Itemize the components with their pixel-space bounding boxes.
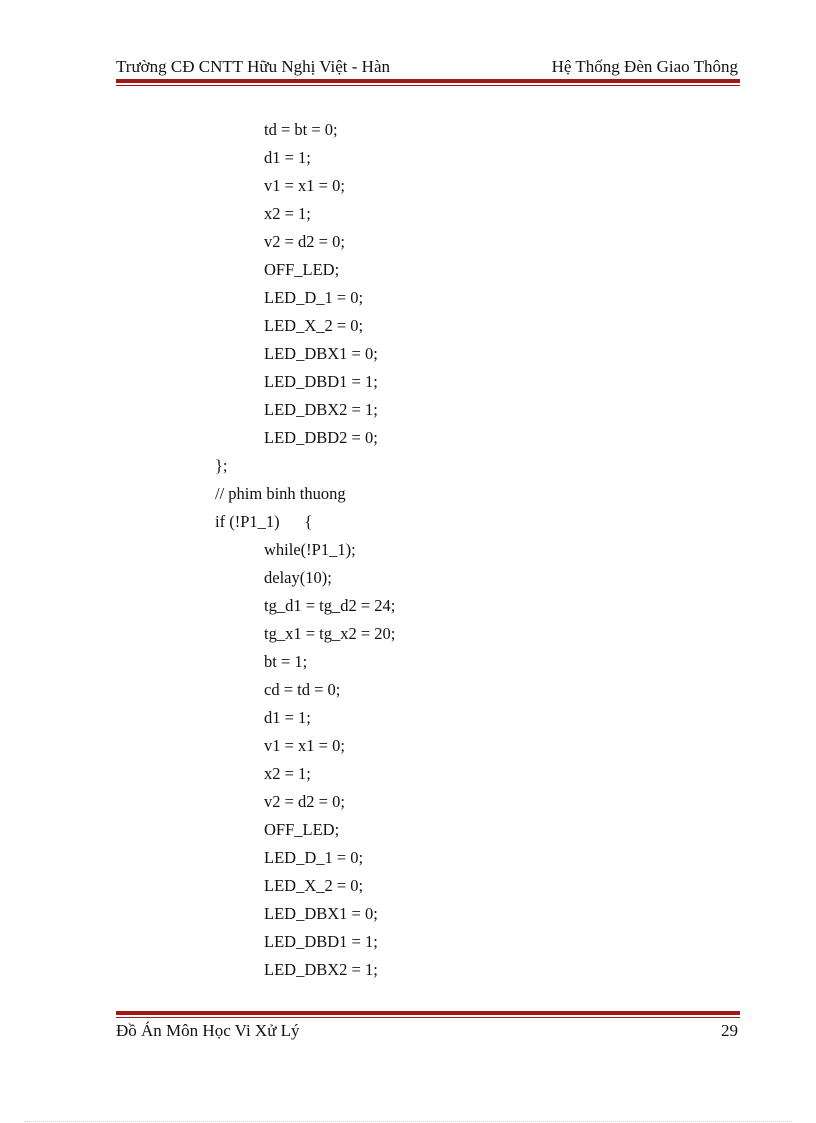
code-line: if (!P1_1) { <box>215 512 313 531</box>
code-line: OFF_LED; <box>264 260 340 279</box>
code-line: while(!P1_1); <box>264 540 356 559</box>
page-number: 29 <box>721 1021 738 1040</box>
code-line: v2 = d2 = 0; <box>264 792 345 811</box>
footer-divider <box>116 1011 740 1018</box>
code-line: tg_d1 = tg_d2 = 24; <box>264 596 396 615</box>
code-line: LED_DBX2 = 1; <box>264 960 378 979</box>
code-line: v1 = x1 = 0; <box>264 176 345 195</box>
code-line: td = bt = 0; <box>264 120 338 139</box>
header-school-name: Trường CĐ CNTT Hữu Nghị Việt - Hàn <box>116 57 391 76</box>
code-line: LED_DBX1 = 0; <box>264 904 378 923</box>
code-line: LED_D_1 = 0; <box>264 288 364 307</box>
code-line: cd = td = 0; <box>264 680 341 699</box>
code-line: d1 = 1; <box>264 148 311 167</box>
code-line: x2 = 1; <box>264 764 311 783</box>
code-line: // phim binh thuong <box>215 484 346 503</box>
header-document-title: Hệ Thống Đèn Giao Thông <box>551 57 738 76</box>
code-line: LED_X_2 = 0; <box>264 876 364 895</box>
code-line: LED_D_1 = 0; <box>264 848 364 867</box>
code-line: bt = 1; <box>264 652 308 671</box>
header-divider <box>116 79 740 86</box>
code-line: LED_DBD2 = 0; <box>264 428 378 447</box>
code-line: LED_DBX1 = 0; <box>264 344 378 363</box>
code-line: LED_X_2 = 0; <box>264 316 364 335</box>
code-line: LED_DBD1 = 1; <box>264 932 378 951</box>
page-header <box>116 56 740 78</box>
code-line: tg_x1 = tg_x2 = 20; <box>264 624 396 643</box>
page-bottom-edge <box>24 1121 792 1122</box>
code-line: v2 = d2 = 0; <box>264 232 345 251</box>
code-line: v1 = x1 = 0; <box>264 736 345 755</box>
code-line: delay(10); <box>264 568 332 587</box>
code-line: }; <box>215 456 228 475</box>
page-footer <box>116 1020 740 1042</box>
code-line: LED_DBX2 = 1; <box>264 400 378 419</box>
footer-course-title: Đồ Án Môn Học Vi Xử Lý <box>116 1021 300 1040</box>
code-line: d1 = 1; <box>264 708 311 727</box>
code-line: LED_DBD1 = 1; <box>264 372 378 391</box>
code-line: OFF_LED; <box>264 820 340 839</box>
code-line: x2 = 1; <box>264 204 311 223</box>
